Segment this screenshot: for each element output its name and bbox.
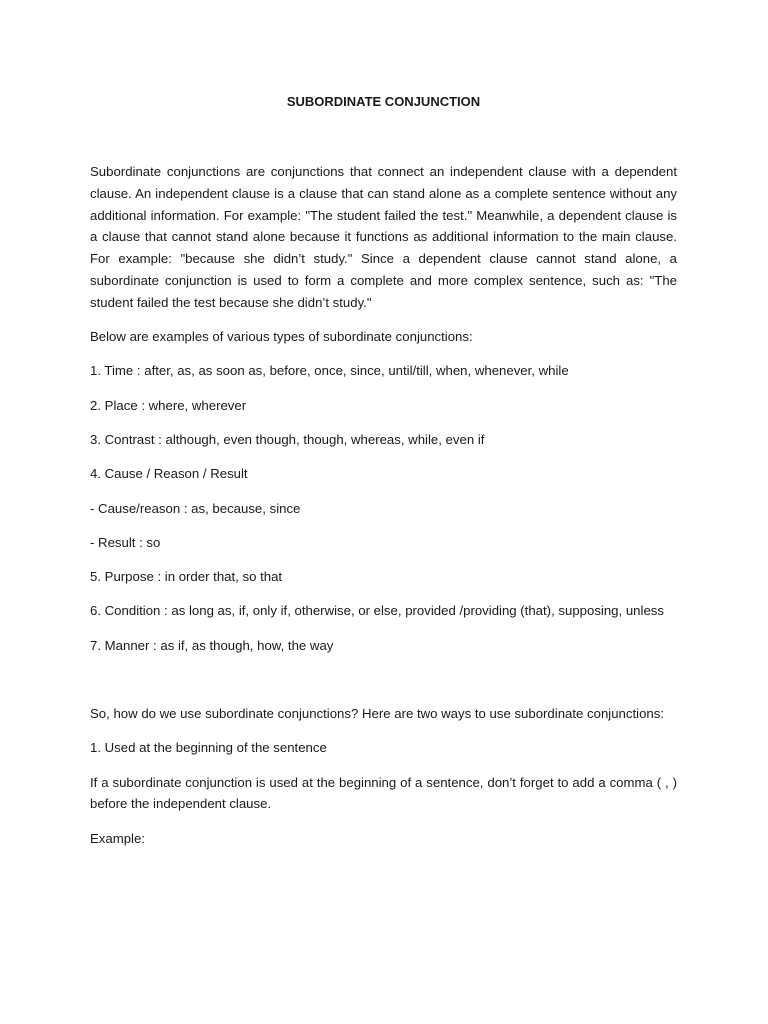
intro-paragraph: Subordinate conjunctions are conjunctions that connect an independent clause with a dependent clause. An independent clause is a clause that can stand alone as a complete sentence without any additional information. For example: "The student failed the test." Meanwhile, a dependent clause is a clause that cannot stand alone because it functions as additional information to the main clause. For example: "because she didn’t study." Since a dependent clause cannot stand alone, a subordinate conjunction is used to form a complete and more complex sentence, such as: "The student failed the test because she didn’t study." <box>90 164 677 310</box>
type-purpose: 5. Purpose : in order that, so that <box>90 569 283 585</box>
example-label: Example: <box>90 830 145 846</box>
section-spacer <box>90 669 677 703</box>
usage-intro-paragraph: So, how do we use subordinate conjunctions? Here are two ways to use subordinate conjunctions: <box>90 706 664 722</box>
type-condition: 6. Condition : as long as, if, only if, otherwise, or else, provided /providing (that), supposing, unless <box>90 603 664 619</box>
document-title: SUBORDINATE CONJUNCTION <box>286 94 481 109</box>
examples-intro: Below are examples of various types of subordinate conjunctions: <box>90 329 473 345</box>
subtype-result: - Result : so <box>90 534 161 550</box>
type-cause-reason-result: 4. Cause / Reason / Result <box>90 466 248 482</box>
document-body <box>90 161 677 862</box>
usage-1-paragraph: If a subordinate conjunction is used at the beginning of a sentence, don’t forget to add a comma ( , ) before the independent clause. <box>90 774 677 812</box>
usage-1-heading: 1. Used at the beginning of the sentence <box>90 740 327 756</box>
type-place: 2. Place : where, wherever <box>90 397 247 413</box>
type-time: 1. Time : after, as, as soon as, before, once, since, until/till, when, whenever, while <box>90 363 569 379</box>
type-contrast: 3. Contrast : although, even though, though, whereas, while, even if <box>90 431 485 447</box>
type-manner: 7. Manner : as if, as though, how, the way <box>90 637 334 653</box>
subtype-cause-reason: - Cause/reason : as, because, since <box>90 500 301 516</box>
